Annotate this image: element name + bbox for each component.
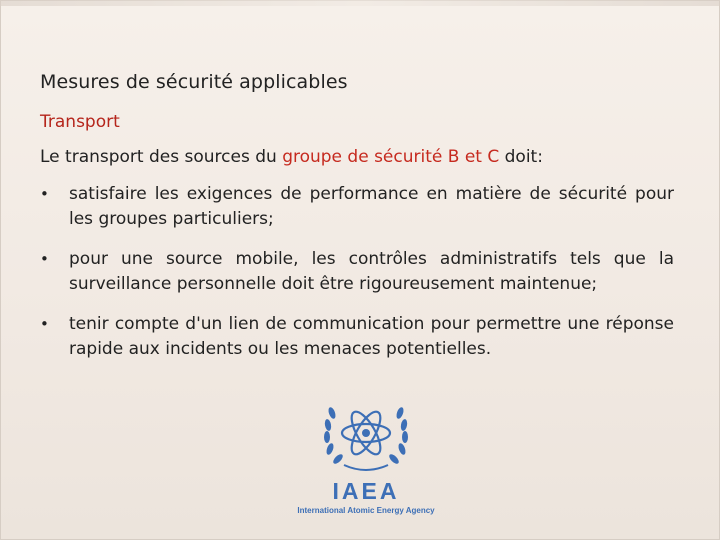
logo-abbreviation: IAEA (332, 478, 400, 504)
iaea-logo (286, 395, 446, 520)
intro-text-before: Le transport des sources du (40, 147, 283, 167)
bullet-item (40, 312, 674, 362)
bullet-list (40, 182, 674, 377)
intro-sentence (40, 147, 680, 167)
bullet-item (40, 247, 674, 297)
bullet-icon: • (40, 315, 49, 333)
bullet-icon: • (40, 185, 49, 203)
bullet-item (40, 182, 674, 232)
slide-subtitle: Transport (40, 112, 120, 132)
atom-wreath-icon (314, 395, 418, 475)
bullet-text: tenir compte d'un lien de communication pour permettre une réponse rapide aux incidents ou les menaces potentielles. (69, 314, 674, 359)
bullet-icon: • (40, 250, 49, 268)
intro-text-after: doit: (499, 147, 543, 167)
intro-highlight: groupe de sécurité B et C (282, 147, 500, 167)
bullet-text: satisfaire les exigences de performance en matière de sécurité pour les groupes particuliers; (69, 184, 674, 229)
slide-title: Mesures de sécurité applicables (40, 71, 348, 93)
logo-full-name: International Atomic Energy Agency (297, 506, 435, 515)
bullet-text: pour une source mobile, les contrôles administratifs tels que la surveillance personnelle doit être rigoureusement maintenue; (69, 249, 674, 294)
